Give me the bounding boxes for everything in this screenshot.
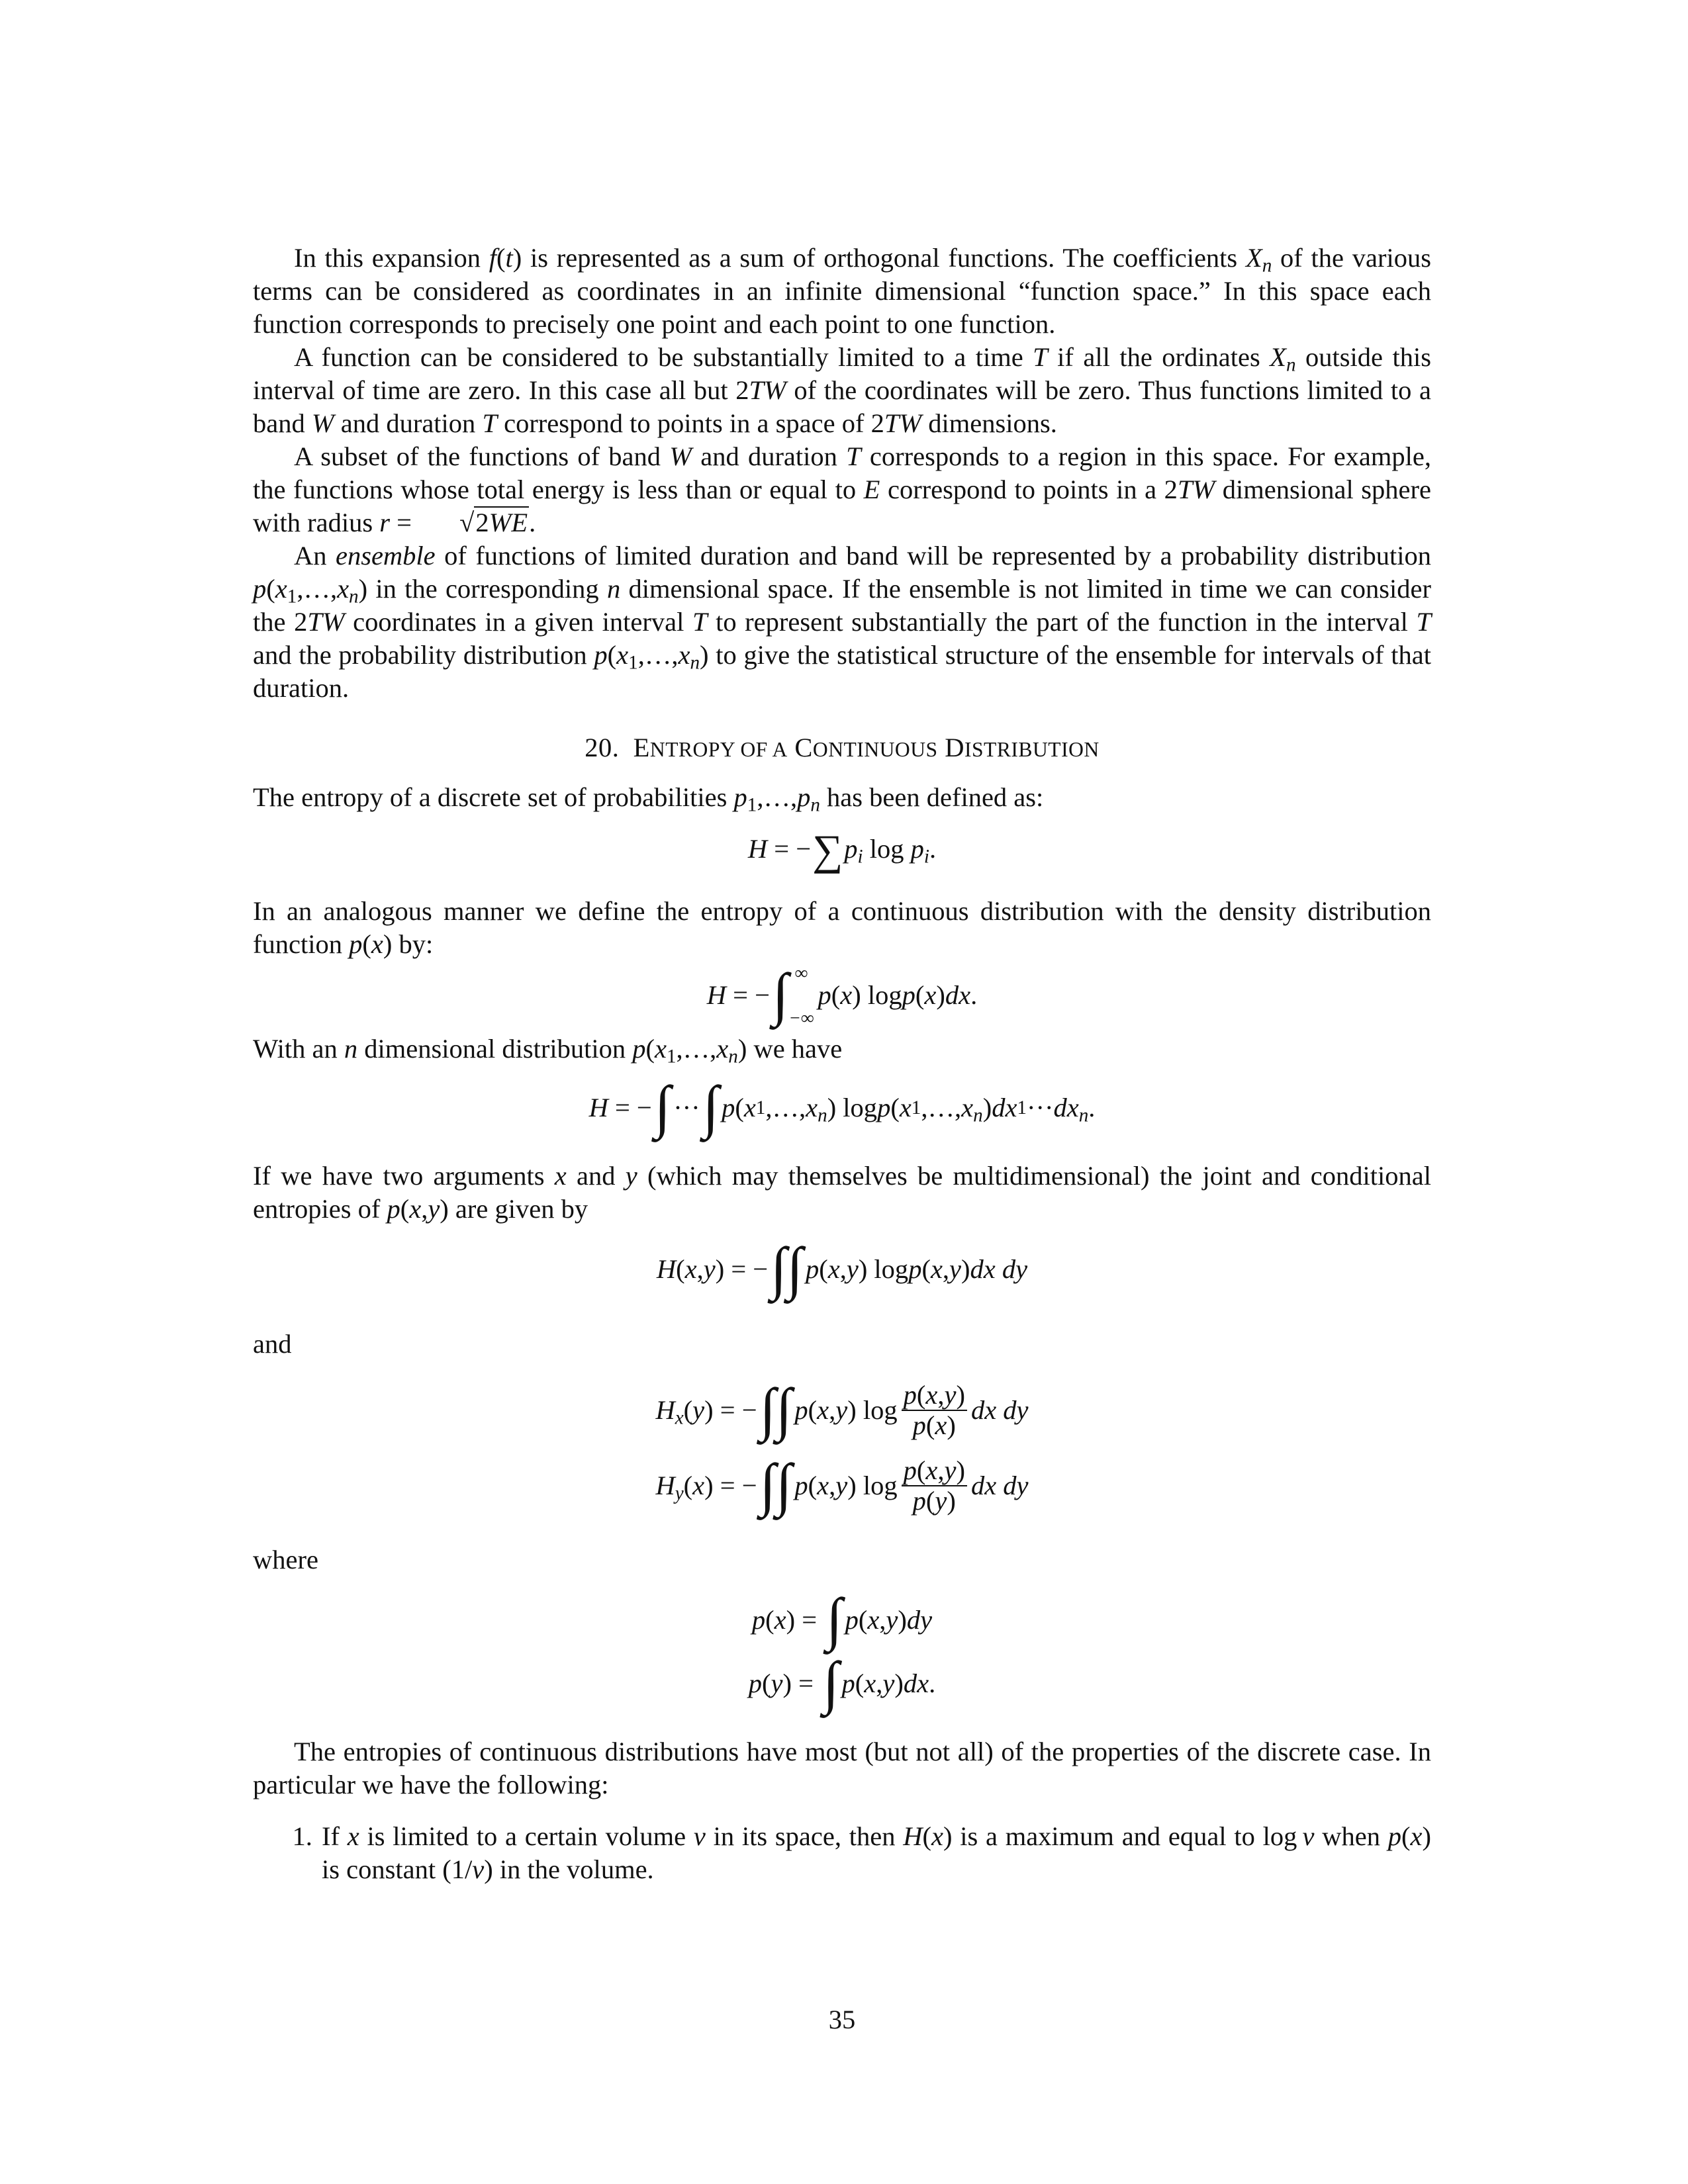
- equation-hx-y: $H_x$ ( y ) = − ∫∫ p ( x , y ) log $\frac{p(x,y)}{p(x)}$ dx dy: [655, 1377, 1029, 1443]
- equation-discrete-entropy: $H = -\sum p_i$ $\log p_i$.: [747, 827, 937, 875]
- section-heading: 20. ENTROPY OF A CONTINUOUS DISTRIBUTION: [585, 733, 1100, 762]
- equation-ndim-entropy: H = − ∫ ··· ∫ p ( x 1 ,…, $x_n$ ) log p ( x 1 ,…, $x_n$ ) dx 1 ··· $dx_n$ .: [588, 1075, 1096, 1140]
- paragraph-expansion: In this expansion f(t) is represented as a sum of orthogonal functions. The coefficients $X_n$ of the various terms can be considered as coordinates in an infinite dimensional “function space.” In this space each function corresponds to precisely one point and each point to one function.: [253, 243, 1431, 339]
- section-number: 20.: [585, 733, 620, 762]
- properties-list: [253, 1820, 1431, 1886]
- page-number: 35: [828, 2005, 856, 2034]
- equation-conditional-entropies: [253, 1373, 1431, 1524]
- text-ndim: With an n dimensional distribution $p(x_1,\dots,x_n)$ we have: [253, 1034, 843, 1068]
- equation-joint-entropy: H ( x , y ) = − ∫∫ p ( x , y ) log p ( x , y ) dx dy: [656, 1236, 1028, 1302]
- word-and: and: [253, 1329, 292, 1359]
- paper-page: [253, 242, 1431, 2042]
- list-item: 1. If x is limited to a certain volume v in its space, then H(x) is a maximum and equal to log v when p(x) is constant (1/v) in the volume.: [319, 1820, 1431, 1886]
- text-discrete: The entropy of a discrete set of probabilities $p_1,\dots,p_n$ has been defined as:: [253, 782, 1044, 816]
- paragraph-ensemble: An ensemble of functions of limited duration and band will be represented by a probability distribution $p(x_1,\dots,x_n)$ in the corresponding n dimensional space. If the ensemble is not limited in time we can consider the 2TW coordinates in a given interval T to represent substantially the part of the function in the interval T and the probability distribution $p(x_1,\dots,x_n)$ to give the statistical structure of the ensemble for intervals of that duration.: [253, 541, 1432, 703]
- text-two-args: If we have two arguments x and y (which may themselves be multidimensional) the joint and conditional entropies of p(x,y) are given by: [253, 1161, 1431, 1224]
- text-properties: The entropies of continuous distributions have most (but not all) of the properties of the discrete case. In particular we have the following:: [253, 1737, 1431, 1799]
- equation-continuous-entropy: H = − ∫ ∞ −∞ p ( x ) log p ( x ) dx .: [706, 962, 978, 1028]
- equation-marginals: [253, 1588, 1431, 1715]
- equation-hy-x: $H_y$ ( x ) = − ∫∫ p ( x , y ) log $\frac{p(x,y)}{p(y)}$ dx dy: [655, 1453, 1029, 1518]
- text-analogous: In an analogous manner we define the entropy of a continuous distribution with the density distribution function p(x) by:: [253, 896, 1431, 959]
- equation-px: p ( x ) = ∫ p ( x , y ) dy: [751, 1587, 933, 1653]
- paragraph-subset: A subset of the functions of band W and duration T corresponds to a region in this space. For example, the functions whose total energy is less than or equal to E correspond to points in a 2TW dimensional sphere with radius r = √2WE.: [253, 441, 1431, 537]
- equation-py: p ( y ) = ∫ p ( x , y ) dx .: [748, 1651, 936, 1716]
- word-where: where: [253, 1545, 318, 1574]
- paragraph-time-limited: A function can be considered to be substantially limited to a time T if all the ordinates $X_n$ outside this interval of time are zero. In this case all but 2TW of the coordinates will be zero. Thus functions limited to a band W and duration T correspond to points in a space of 2TW dimensions.: [253, 342, 1431, 438]
